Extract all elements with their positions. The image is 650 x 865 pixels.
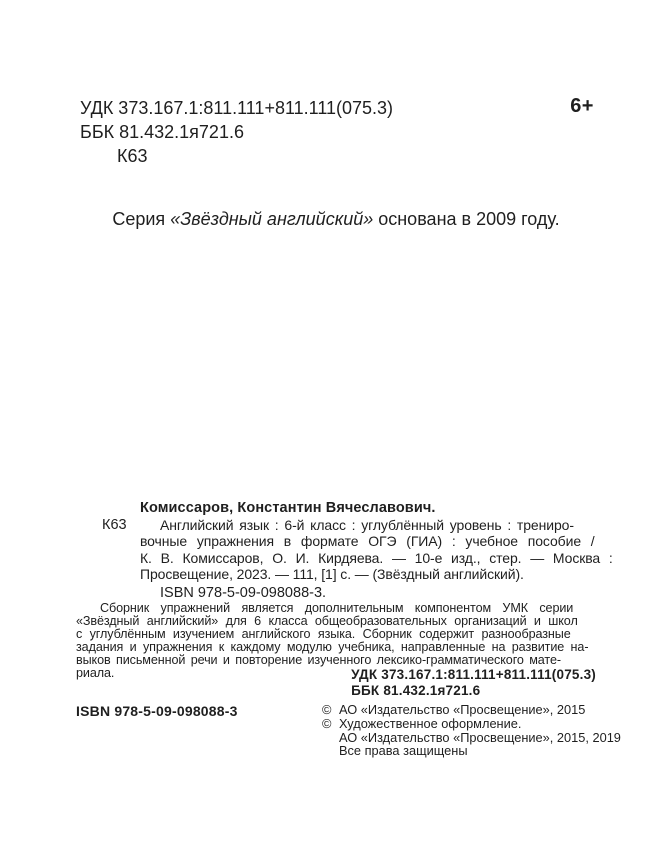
copyright-notices [322, 703, 621, 758]
bibliographic-description [140, 516, 613, 583]
imprint-isbn: ISBN 978-5-09-098088-3 [76, 703, 238, 719]
copyright-text: АО «Издательство «Просвещение», 2015 [339, 702, 586, 717]
udk-number: УДК 373.167.1:811.111+811.111(075.3) [80, 98, 394, 118]
annotation-line: задания и упражнения к каждому модулю учебника, направленные на развитие на- [76, 639, 589, 654]
bbk-number: ББК 81.432.1я721.6 [80, 122, 244, 142]
author-heading: Комиссаров, Константин Вячеславович. [140, 500, 436, 516]
annotation-line: риала. [76, 665, 115, 680]
copyright-line [322, 717, 621, 731]
card-isbn: ISBN 978-5-09-098088-3. [160, 584, 327, 601]
description-line: вочные упражнения в формате ОГЭ (ГИА) : учебное пособие / [140, 533, 595, 549]
series-prefix: Серия [112, 209, 171, 229]
copyright-text: Художественное оформление. [339, 715, 522, 731]
udk-row [80, 96, 594, 120]
bbk-footer: ББК 81.432.1я721.6 [351, 682, 481, 698]
copyright-line [322, 744, 621, 758]
series-suffix: основана в 2009 году. [373, 209, 560, 229]
annotation-line: выков письменной речи и повторение изученного лексико-грамматического мате- [76, 652, 561, 667]
copyright-symbol: © [322, 715, 332, 731]
copyright-symbol [322, 731, 339, 745]
annotation-line: Сборник упражнений является дополнительным компонентом УМК серии [100, 601, 574, 615]
annotation-line: с углублённым изучением английского языка. Сборник содержит разнообразные [76, 626, 571, 641]
description-line: Английский язык : 6-й класс : углублённый уровень : трениро- [160, 516, 574, 533]
copyright-text: АО «Издательство «Просвещение», 2015, 2019 [339, 729, 621, 745]
copyright-line [322, 731, 621, 745]
description-line: К. В. Комиссаров, О. И. Кирдяева. — 10-е изд., стер. — Москва : [140, 549, 613, 566]
classification-block [80, 96, 594, 168]
series-statement [76, 207, 596, 231]
classification-footer [76, 667, 596, 699]
card-main [76, 516, 613, 602]
udk-footer: УДК 373.167.1:811.111+811.111(075.3) [351, 667, 596, 683]
copyright-symbol [322, 744, 339, 758]
description-line: Просвещение, 2023. — 111, [1] с. — (Звёздный английский). [140, 566, 524, 582]
catalog-card [76, 500, 613, 699]
copyright-text: Все права защищены [339, 743, 468, 759]
age-rating-badge: 6+ [570, 95, 594, 117]
card-author-sign: К63 [102, 516, 127, 533]
copyright-line [322, 703, 621, 717]
copyright-symbol: © [322, 702, 332, 717]
series-title: «Звёздный английский» [170, 209, 374, 229]
annotation-line: «Звёздный английский» для 6 класса общеобразовательных организаций и школ [76, 613, 578, 628]
author-sign: К63 [117, 146, 148, 166]
